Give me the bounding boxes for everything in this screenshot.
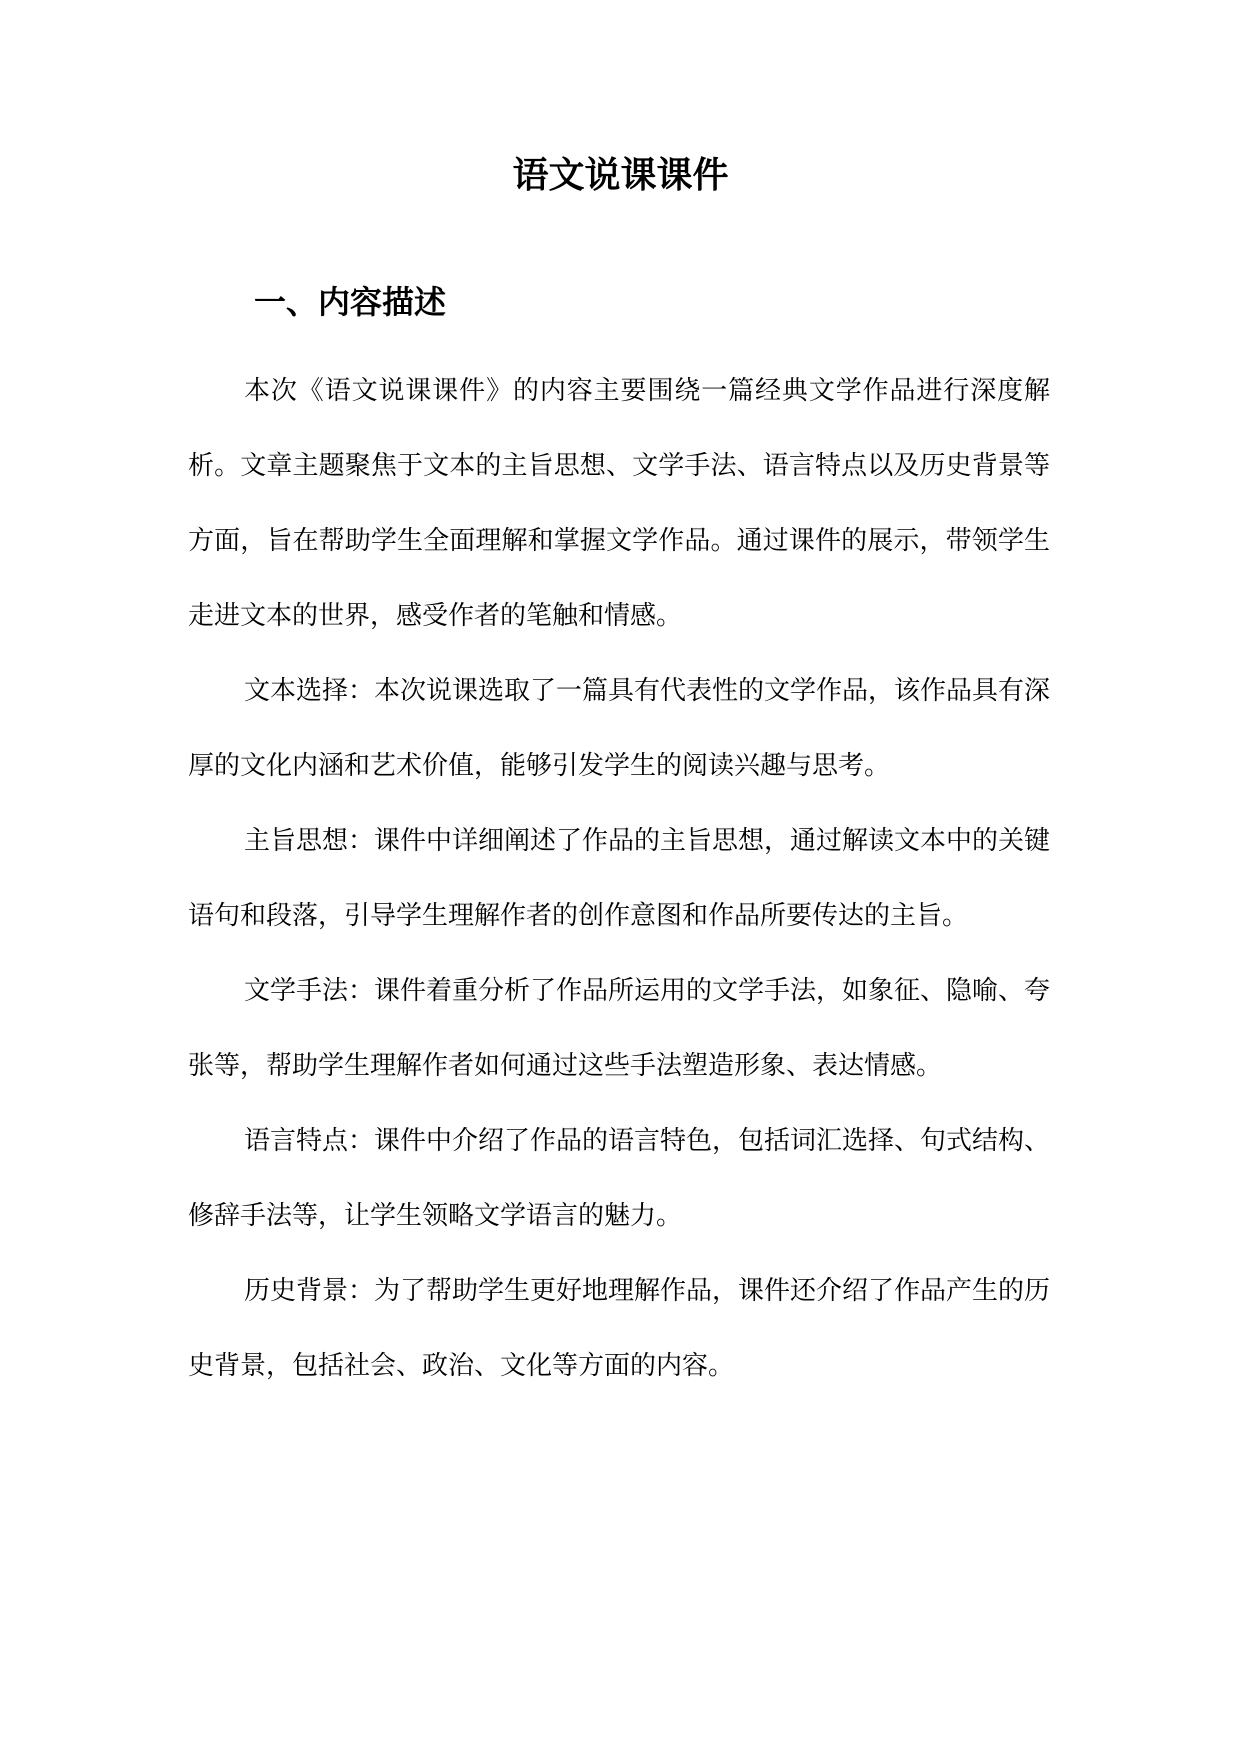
- paragraph-literary-techniques: 文学手法：课件着重分析了作品所运用的文学手法，如象征、隐喻、夸张等，帮助学生理解作者如何通过这些手法塑造形象、表达情感。: [188, 976, 1051, 1081]
- paragraph-main-idea: 主旨思想：课件中详细阐述了作品的主旨思想，通过解读文本中的关键语句和段落，引导学生理解作者的创作意图和作品所要传达的主旨。: [188, 826, 1051, 931]
- document-title: 语文说课课件: [512, 155, 729, 196]
- paragraph-text-selection: 文本选择：本次说课选取了一篇具有代表性的文学作品，该作品具有深厚的文化内涵和艺术价值，能够引发学生的阅读兴趣与思考。: [188, 676, 1051, 781]
- paragraph-language-features: 语言特点：课件中介绍了作品的语言特色，包括词汇选择、句式结构、修辞手法等，让学生领略文学语言的魅力。: [188, 1126, 1051, 1231]
- paragraph-intro: 本次《语文说课课件》的内容主要围绕一篇经典文学作品进行深度解析。文章主题聚焦于文本的主旨思想、文学手法、语言特点以及历史背景等方面，旨在帮助学生全面理解和掌握文学作品。通过课件的展示，带领学生走进文本的世界，感受作者的笔触和情感。: [188, 376, 1050, 631]
- body-text: [188, 354, 1050, 1404]
- paragraph-historical-background: 历史背景：为了帮助学生更好地理解作品，课件还介绍了作品产生的历史背景，包括社会、政治、文化等方面的内容。: [188, 1276, 1051, 1381]
- section-heading: 一、内容描述: [254, 283, 447, 321]
